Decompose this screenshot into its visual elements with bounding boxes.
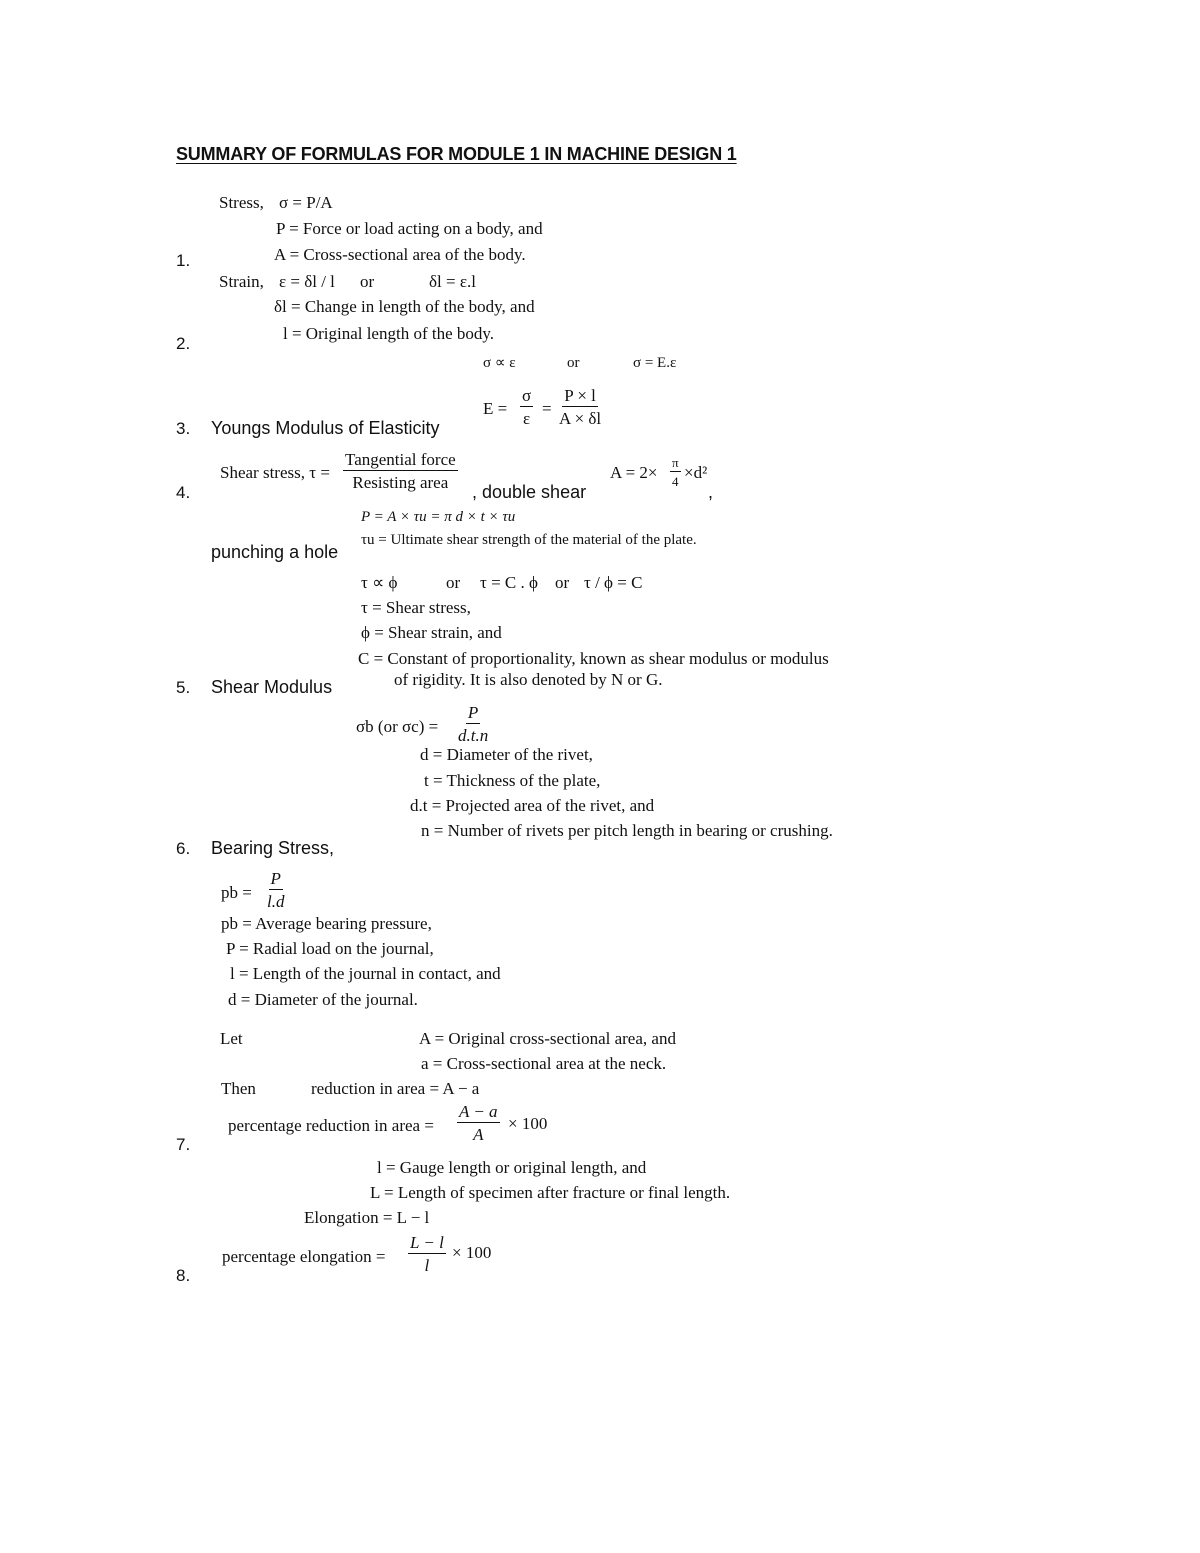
percentage-elongation-times: × 100 <box>452 1243 492 1262</box>
force-definition: P = Force or load acting on a body, and <box>276 219 543 238</box>
youngs-equals: = <box>542 399 552 418</box>
youngs-numerator-2: P × l <box>564 386 596 405</box>
strain-alt-formula: δl = ε.l <box>429 272 476 291</box>
youngs-numerator-1: σ <box>522 386 532 405</box>
shear-strain-definition: ϕ = Shear strain, and <box>361 623 502 642</box>
proportionality-formula: σ ∝ ε <box>483 355 516 371</box>
hooke-formula: σ = E.ε <box>633 355 677 371</box>
length-change-definition: δl = Change in length of the body, and <box>274 297 535 316</box>
item-number-8: 8. <box>176 1266 191 1285</box>
item-number-5: 5. <box>176 678 191 697</box>
strain-formula: ε = δl / l <box>279 272 335 291</box>
let-label: Let <box>220 1029 243 1048</box>
bearing-pressure-numerator: P <box>270 869 281 888</box>
stress-label: Stress, <box>219 193 264 212</box>
shear-or-2: or <box>555 573 570 592</box>
document-title: SUMMARY OF FORMULAS FOR MODULE 1 IN MACHINE DESIGN 1 <box>176 144 737 164</box>
item-number-3: 3. <box>176 419 191 438</box>
bearing-pressure-denominator: l.d <box>267 892 285 911</box>
label-youngs-modulus: Youngs Modulus of Elasticity <box>211 418 440 438</box>
percentage-elongation-lhs: percentage elongation = <box>222 1247 386 1266</box>
item-number-1: 1. <box>176 251 191 270</box>
projected-area-definition: d.t = Projected area of the rivet, and <box>410 796 655 815</box>
shear-modulus-formula: τ = C . ϕ <box>480 573 538 592</box>
final-length-definition: L = Length of specimen after fracture or final length. <box>370 1183 731 1202</box>
punching-formula: P = A × τu = π d × t × τu <box>361 509 516 525</box>
item-number-7: 7. <box>176 1135 191 1154</box>
journal-diameter-definition: d = Diameter of the journal. <box>228 990 418 1009</box>
label-double-shear: , double shear <box>472 482 587 502</box>
bearing-stress-numerator: P <box>467 703 479 722</box>
percentage-elongation-numerator: L − l <box>410 1233 444 1252</box>
double-shear-area-rhs: ×d² <box>684 463 708 482</box>
label-shear-modulus: Shear Modulus <box>211 677 333 697</box>
double-shear-pi-fraction <box>670 456 681 488</box>
pi-denominator: 4 <box>672 474 679 489</box>
strain-or: or <box>360 272 375 291</box>
average-pressure-definition: pb = Average bearing pressure, <box>221 914 432 933</box>
reduction-formula: reduction in area = A − a <box>311 1079 480 1098</box>
percentage-reduction-lhs: percentage reduction in area = <box>228 1116 434 1135</box>
elongation-formula: Elongation = L − l <box>304 1208 430 1227</box>
percentage-reduction-denominator: A <box>473 1125 484 1144</box>
shear-or-1: or <box>446 573 461 592</box>
shear-stress-lhs: Shear stress, τ = <box>220 463 330 482</box>
strain-label: Strain, <box>219 272 264 291</box>
youngs-denominator-1: ε <box>523 409 531 428</box>
neck-area-definition: a = Cross-sectional area at the neck. <box>421 1054 667 1073</box>
youngs-fraction-2 <box>557 387 603 427</box>
stress-formula: σ = P/A <box>279 193 333 212</box>
radial-load-definition: P = Radial load on the journal, <box>226 939 434 958</box>
then-label: Then <box>221 1079 256 1098</box>
percentage-reduction-numerator: A − a <box>459 1102 498 1121</box>
percentage-elongation-denominator: l <box>424 1256 430 1275</box>
label-punching-hole: punching a hole <box>211 542 339 562</box>
pi-numerator: π <box>672 455 679 470</box>
constant-definition-line-2: of rigidity. It is also denoted by N or G. <box>394 670 663 689</box>
item-number-6: 6. <box>176 839 191 858</box>
constant-definition-line-1: C = Constant of proportionality, known as shear modulus or modulus <box>358 649 829 668</box>
rivet-diameter-definition: d = Diameter of the rivet, <box>420 745 593 764</box>
ultimate-shear-definition: τu = Ultimate shear strength of the material of the plate. <box>361 532 697 548</box>
hooke-or: or <box>567 355 580 371</box>
bearing-stress-fraction <box>456 704 490 744</box>
area-definition: A = Cross-sectional area of the body. <box>274 245 526 264</box>
youngs-fraction-1 <box>520 387 533 427</box>
shear-stress-definition: τ = Shear stress, <box>361 598 471 617</box>
original-length-definition: l = Original length of the body. <box>283 324 495 343</box>
youngs-lhs: E = <box>483 399 508 418</box>
label-trailing-comma: , <box>708 482 714 502</box>
youngs-denominator-2: A × δl <box>559 409 602 428</box>
double-shear-area-lhs: A = 2× <box>610 463 658 482</box>
shear-stress-fraction <box>343 451 458 491</box>
shear-stress-denominator: Resisting area <box>352 473 449 492</box>
journal-length-definition: l = Length of the journal in contact, and <box>230 964 501 983</box>
percentage-reduction-times: × 100 <box>508 1114 548 1133</box>
item-number-4: 4. <box>176 483 191 502</box>
bearing-stress-denominator: d.t.n <box>458 726 489 745</box>
shear-ratio-formula: τ / ϕ = C <box>584 573 643 592</box>
original-area-definition: A = Original cross-sectional area, and <box>419 1029 676 1048</box>
gauge-length-definition: l = Gauge length or original length, and <box>377 1158 647 1177</box>
bearing-stress-lhs: σb (or σc) = <box>356 717 439 736</box>
rivet-count-definition: n = Number of rivets per pitch length in bearing or crushing. <box>421 821 833 840</box>
shear-proportionality: τ ∝ ϕ <box>361 573 398 592</box>
bearing-pressure-lhs: pb = <box>221 883 252 902</box>
plate-thickness-definition: t = Thickness of the plate, <box>424 771 601 790</box>
item-number-2: 2. <box>176 334 191 353</box>
percentage-elongation-fraction <box>408 1234 446 1274</box>
percentage-reduction-fraction <box>457 1103 500 1143</box>
label-bearing-stress: Bearing Stress, <box>211 838 335 858</box>
bearing-pressure-fraction <box>265 870 286 910</box>
shear-stress-numerator: Tangential force <box>345 450 456 469</box>
